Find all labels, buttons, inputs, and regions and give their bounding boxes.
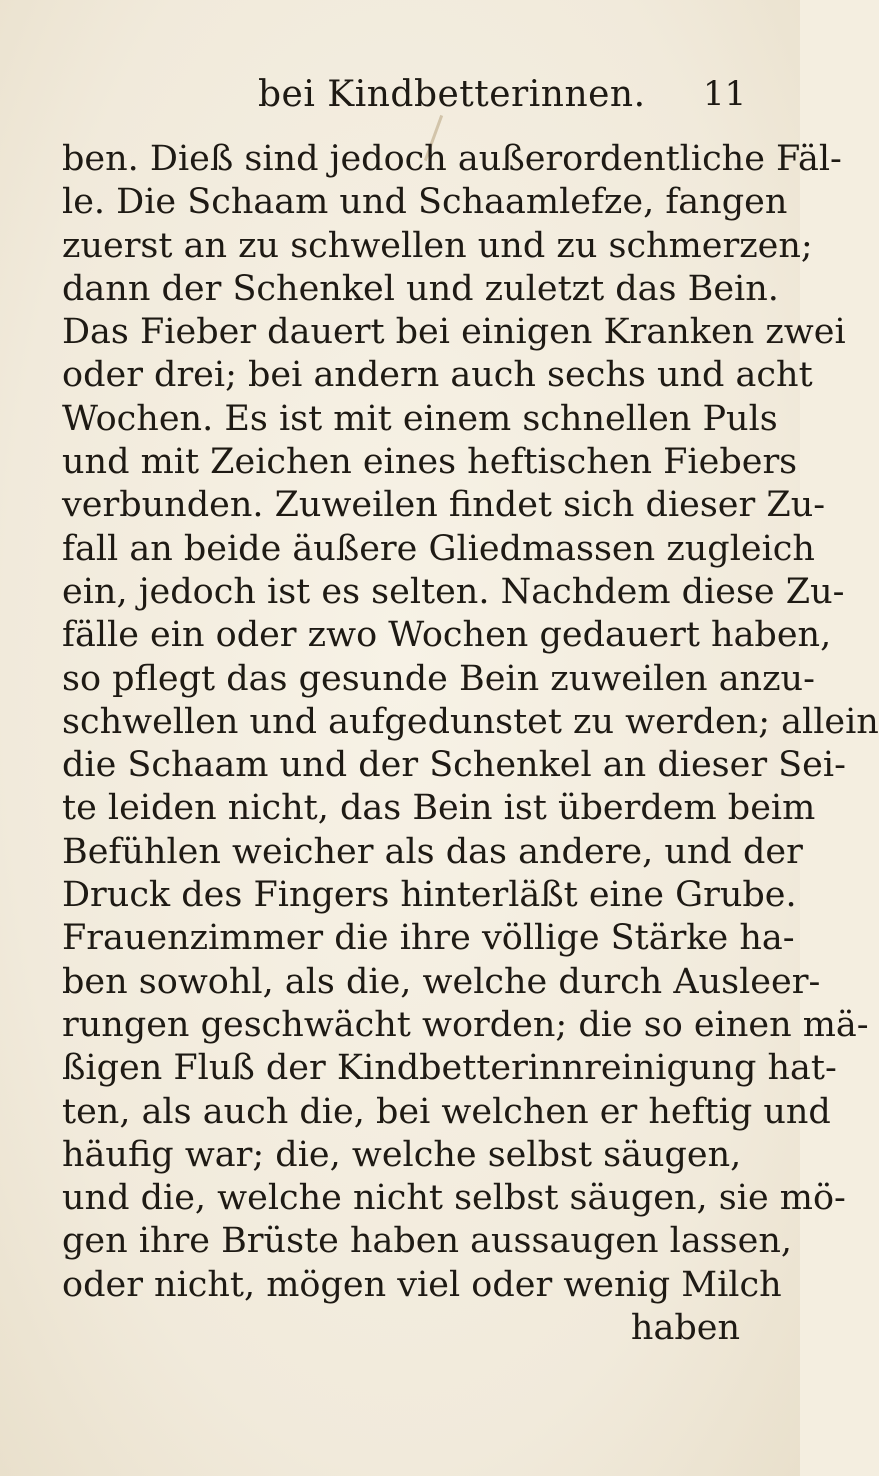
text-line: Wochen. Es ist mit einem schnellen Puls xyxy=(62,398,778,439)
text-line: und die, welche nicht selbst säugen, sie mö- xyxy=(62,1178,846,1219)
text-line: oder drei; bei andern auch sechs und acht xyxy=(62,355,813,396)
text-line: zuerst an zu schwellen und zu schmerzen; xyxy=(62,225,813,266)
text-line: und mit Zeichen eines heftischen Fiebers xyxy=(62,442,798,483)
text-line: ten, als auch die, bei welchen er heftig und xyxy=(62,1091,831,1132)
text-line: te leiden nicht, das Bein ist überdem beim xyxy=(62,788,816,829)
page-number: 11 xyxy=(703,74,747,114)
text-line: rungen geschwächt worden; die so einen mä- xyxy=(62,1004,869,1045)
text-line: ben. Dieß sind jedoch außerordentliche Fäl- xyxy=(62,139,842,179)
running-head xyxy=(0,74,800,124)
text-line: Befühlen weicher als das andere, und der xyxy=(62,831,803,872)
running-title: bei Kindbetterinnen. xyxy=(258,74,646,115)
text-line: le. Die Schaam und Schaamlefze, fangen xyxy=(62,182,788,223)
text-line: schwellen und aufgedunstet zu werden; allein xyxy=(62,701,879,742)
text-line: ßigen Fluß der Kindbetterinnreinigung hat- xyxy=(62,1048,837,1089)
text-line: Druck des Fingers hinterläßt eine Grube. xyxy=(62,875,797,916)
text-line: die Schaam und der Schenkel an dieser Sei- xyxy=(62,745,846,786)
text-line: fall an beide äußere Gliedmassen zugleich xyxy=(62,528,815,569)
text-line: oder nicht, mögen viel oder wenig Milch xyxy=(62,1264,782,1305)
text-line: häufig war; die, welche selbst säugen, xyxy=(62,1134,742,1175)
text-line: ein, jedoch ist es selten. Nachdem diese Zu- xyxy=(62,571,845,612)
text-line: Das Fieber dauert bei einigen Kranken zwei xyxy=(62,312,846,353)
text-line: dann der Schenkel und zuletzt das Bein. xyxy=(62,268,779,309)
text-line: fälle ein oder zwo Wochen gedauert haben, xyxy=(62,615,832,656)
text-line: ben sowohl, als die, welche durch Ausleer- xyxy=(62,961,821,1002)
catchword: haben xyxy=(630,1308,740,1349)
text-line: verbunden. Zuweilen findet sich dieser Zu- xyxy=(62,485,826,526)
text-line: Frauenzimmer die ihre völlige Stärke ha- xyxy=(62,918,795,959)
text-line: so pflegt das gesunde Bein zuweilen anzu- xyxy=(62,658,815,699)
text-line: gen ihre Brüste haben aussaugen lassen, xyxy=(62,1221,793,1262)
body-text xyxy=(62,138,879,1350)
